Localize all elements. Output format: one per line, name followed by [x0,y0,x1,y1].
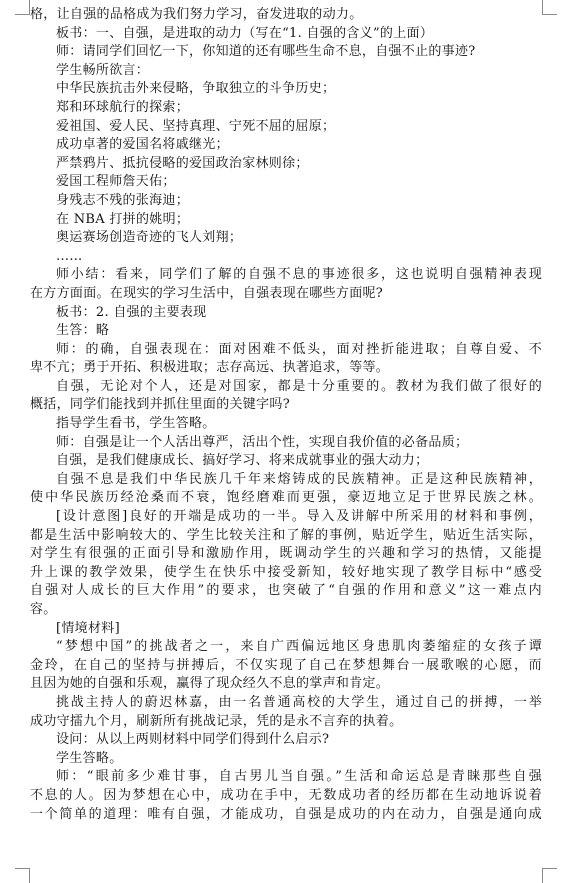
text-line: 奥运赛场创造奇迹的飞人刘翔； [56,230,243,246]
text-line: 师：自强是让一个人活出尊严，活出个性，实现自我价值的必备品质； [56,434,469,450]
text-line: 学生答略。 [56,750,123,766]
text-line: 金玲，在自己的坚持与拼搏后，不仅实现了自己在梦想舞台一展歌喉的心愿，而 [30,657,542,673]
text-line: 板书：2. 自强的主要表现 [56,304,207,320]
text-line: 师：请同学们回忆一下，你知道的还有哪些生命不息，自强不止的事迹? [56,44,476,60]
text-line: 爱祖国、爱人民、坚持真理、宁死不屈的屈原； [56,118,336,134]
text-line: 不息的人。因为梦想在心中，成功在手中，无数成功者的经历都在生动地诉说着 [30,787,542,803]
crop-mark-top-left [15,0,30,15]
text-line: [设计意图]良好的开端是成功的一半。导入及讲解中所采用的材料和事例， [56,509,542,525]
text-line: 概括，同学们能找到并抓住里面的关键字吗? [30,397,290,413]
text-line: 升上课的教学效果，使学生在快乐中接受新知，较好地实现了教学目标中“感受 [30,564,542,580]
text-line: 自强对人成长的巨大作用”的要求，也突破了“自强的作用和意义”这一难点内 [30,583,542,599]
document-body [30,6,542,824]
text-line: 容。 [30,602,57,617]
text-line: 板书：一、自强，是进取的动力（写在“1. 自强的含义”的上面） [56,25,434,41]
text-line: 一个简单的道理：唯有自强，才能成功，自强是成功的内在动力，自强是通向成 [30,806,542,822]
text-line: 都是生活中影响较大的、学生比较关注和了解的事例，贴近学生，贴近生活实际， [30,527,542,543]
text-line: 成功守擂九个月，刷新所有挑战记录，凭的是永不言弃的执着。 [30,713,403,729]
text-line: 学生畅所欲言： [56,62,150,78]
text-line: 爱国工程师詹天佑； [56,174,176,190]
text-line: 师小结：看来，同学们了解的自强不息的事迹很多，这也说明自强精神表现 [56,267,542,283]
text-line: 指导学生看书，学生答略。 [56,416,216,432]
text-line: 身残志不残的张海迪； [56,192,190,208]
text-line: 师：“眼前多少难甘事，自古男儿当自强。”生活和命运总是青睐那些自强 [56,769,542,785]
text-line: …… [56,248,83,264]
text-line: 对学生有很强的正面引导和激励作用，既调动学生的兴趣和学习的热情，又能提 [30,546,542,562]
text-line: 自强不息是我们中华民族几千年来熔铸成的民族精神。正是这种民族精神， [56,471,542,487]
text-line: 使中华民族历经沧桑而不衰，饱经磨难而更强，豪迈地立足于世界民族之林。 [30,490,542,506]
text-line: 格，让自强的品格成为我们努力学习，奋发进取的动力。 [30,7,363,22]
text-line: [情境材料] [56,620,120,636]
text-line: “梦想中国”的挑战者之一，来自广西偏远地区身患肌肉萎缩症的女孩子谭 [56,639,542,655]
text-line: 挑战主持人的蔚迟林嘉，由一名普通高校的大学生，通过自己的拼搏，一举 [56,694,542,710]
text-line: 卑不亢；勇于开拓、积极进取；志存高远、执著追求，等等。 [30,360,390,376]
crop-mark-top-right [542,0,557,15]
text-line: 自强，无论对个人，还是对国家，都是十分重要的。教材为我们做了很好的 [56,378,542,394]
text-line: 严禁鸦片、抵抗侵略的爱国政治家林则徐； [56,155,309,171]
text-line: 生答：略 [56,323,110,339]
text-line: 在 NBA 打拼的姚明； [56,211,190,227]
crop-mark-bottom-left [15,868,30,883]
text-line: 且因为她的自强和乐观，赢得了现众经久不息的掌声和肯定。 [30,676,390,692]
text-line: 成功卓著的爱国名将戚继光； [56,137,229,153]
crop-mark-bottom-right [542,868,557,883]
text-line: 郑和环球航行的探索； [56,99,190,115]
text-line: 设问：从以上两则材料中同学们得到什么启示? [56,732,330,748]
text-line: 中华民族抗击外来侵略，争取独立的斗争历史； [56,81,336,97]
text-line: 自强，是我们健康成长、搞好学习、将来成就事业的强大动力； [56,453,429,469]
text-line: 在方方面面。在现实的学习生活中，自强表现在哪些方面呢? [30,285,384,301]
text-line: 师：的确，自强表现在：面对困难不低头，面对挫折能进取；自尊自爱、不 [56,341,542,357]
